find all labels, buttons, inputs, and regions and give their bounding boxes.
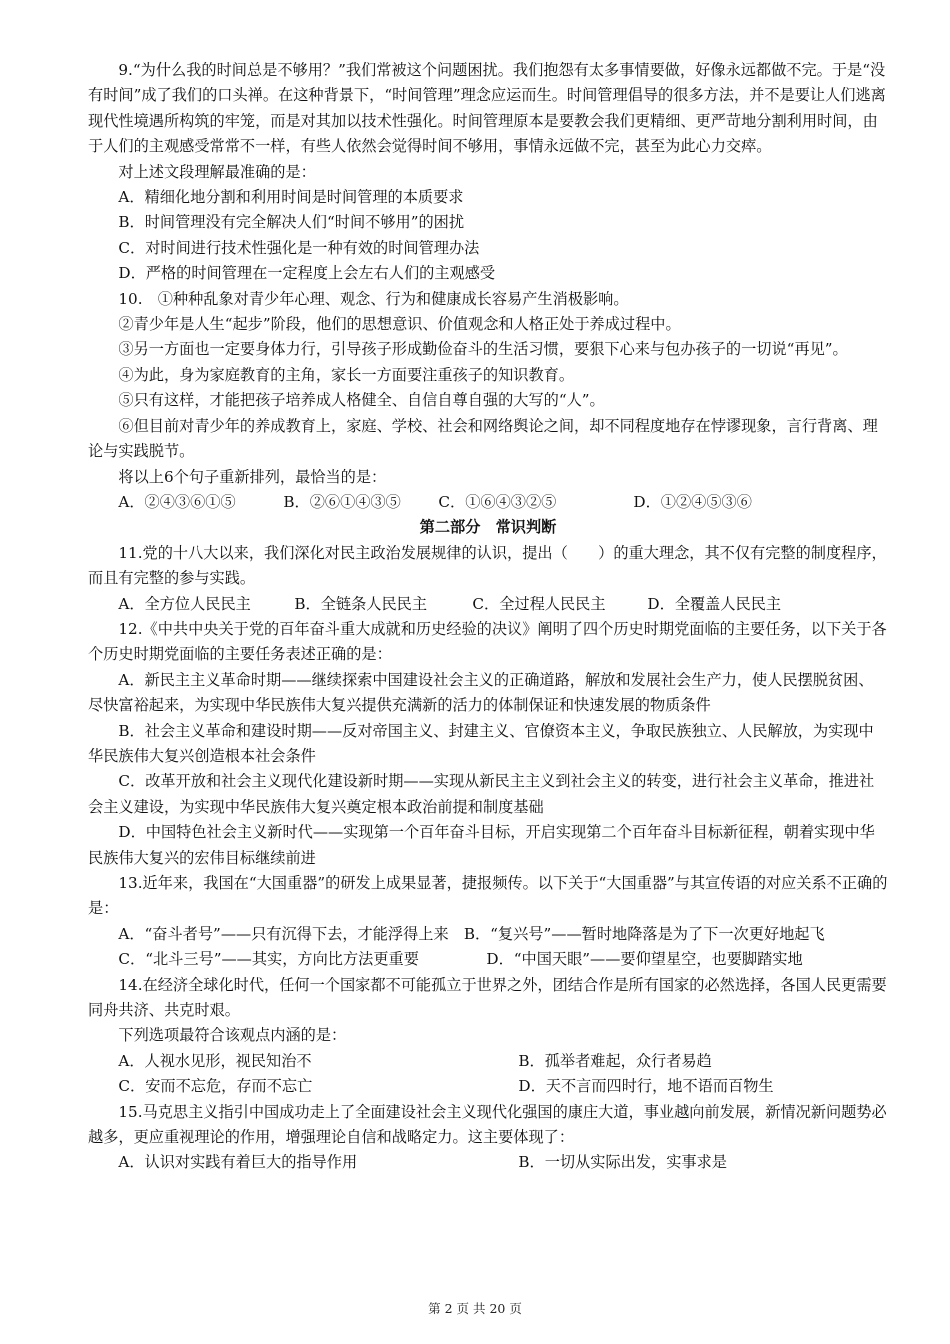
page-content (88, 58, 888, 1176)
q10-sentence-5: ⑤只有这样，才能把孩子培养成人格健全、自信自尊自强的大写的“人”。 (118, 391, 605, 410)
q13-options-ab: A．“奋斗者号”——只有沉得下去，才能浮得上来 B．“复兴号”——暂时地降落是为了下一次更好地起飞 (118, 924, 825, 943)
q11-option-b: B．全链条人民民主 (294, 594, 428, 613)
q11-stem: 11.党的十八大以来，我们深化对民主政治发展规律的认识，提出（ ）的重大理念，其不仅有完整的制度程序，而且有完整的参与实践。 (88, 543, 887, 588)
q10-sentence-6: ⑥但目前对青少年的养成教育上，家庭、学校、社会和网络舆论之间，却不同程度地存在悖谬现象，言行背离、理论与实践脱节。 (88, 416, 878, 461)
q14-option-a: A．人视水见形，视民知治不 (118, 1051, 312, 1070)
q9-option-a: A．精细化地分割和利用时间是时间管理的本质要求 (118, 188, 464, 207)
q15-option-b: B．一切从实际出发，实事求是 (518, 1153, 727, 1172)
q10-sentence-2: ②青少年是人生“起步”阶段，他们的思想意识、价值观念和人格正处于养成过程中。 (118, 315, 681, 334)
page-number-footer: 第 2 页 共 20 页 (428, 1301, 522, 1316)
q10-option-c: C．①⑥④③②⑤ (438, 492, 557, 511)
q9-passage: 9.“为什么我的时间总是不够用？”我们常被这个问题困扰。我们抱怨有太多事情要做，好像永远都做不完。于是“没有时间”成了我们的口头禅。在这种背景下，“时间管理”理念应运而生。时间管理倡导的很多方法，并不是要让人们逃离现代性境遇所构筑的牢笼，而是对其加以技术性强化。时间管理原本是要教会我们更精细、更严苛地分割利用时间，由于人们的主观感受常常不一样，有些人依然会觉得时间不够用，事情永远做不完，甚至为此心力交瘁。 (88, 61, 886, 156)
section-title: 第二部分 常识判断 (419, 518, 557, 537)
q10-sentence-1: 10. ①种种乱象对青少年心理、观念、行为和健康成长容易产生消极影响。 (118, 289, 629, 308)
q10-stem: 将以上6个句子重新排列，最恰当的是： (118, 467, 387, 486)
q9-option-c: C．对时间进行技术性强化是一种有效的时间管理办法 (118, 238, 480, 257)
q14-stem: 14.在经济全球化时代，任何一个国家都不可能孤立于世界之外，团结合作是所有国家的必然选择，各国人民更需要同舟共济、共克时艰。 (88, 975, 887, 1020)
q14-options-ab (88, 1049, 888, 1074)
q14-option-c: C．安而不忘危，存而不忘亡 (118, 1077, 313, 1096)
q14-options-cd (88, 1074, 888, 1099)
q12-option-c: C．改革开放和社会主义现代化建设新时期——实现从新民主主义到社会主义的转变，进行社会主义革命，推进社会主义建设，为实现中华民族伟大复兴奠定根本政治前提和制度基础 (88, 772, 875, 816)
q10-sentence-4: ④为此，身为家庭教育的主角，家长一方面要注重孩子的知识教育。 (118, 365, 575, 384)
q13-option-d: D．“中国天眼”——要仰望星空，也要脚踏实地 (486, 950, 803, 969)
q14-option-b: B．孤举者难起，众行者易趋 (518, 1051, 712, 1070)
q10-option-d: D．①②④⑤③⑥ (633, 492, 752, 511)
q12-option-b: B．社会主义革命和建设时期——反对帝国主义、封建主义、官僚资本主义，争取民族独立、人民解放，为实现中华民族伟大复兴创造根本社会条件 (88, 721, 874, 765)
q9-option-d: D．严格的时间管理在一定程度上会左右人们的主观感受 (118, 264, 496, 283)
q13-options-cd (88, 947, 888, 972)
q15-option-a: A．认识对实践有着巨大的指导作用 (118, 1153, 358, 1172)
q10-option-b: B．②⑥①④③⑤ (283, 492, 401, 511)
q15-options-ab (88, 1150, 888, 1175)
q12-stem: 12.《中共中央关于党的百年奋斗重大成就和历史经验的决议》阐明了四个历史时期党面临的主要任务，以下关于各个历史时期党面临的主要任务表述正确的是： (88, 619, 887, 664)
q9-option-b: B．时间管理没有完全解决人们“时间不够用”的困扰 (118, 213, 465, 232)
q15-stem: 15.马克思主义指引中国成功走上了全面建设社会主义现代化强国的康庄大道，事业越向前发展，新情况新问题势必越多，更应重视理论的作用，增强理论自信和战略定力。这主要体现了： (88, 1102, 887, 1147)
q10-sentence-3: ③另一方面也一定要身体力行，引导孩子形成勤俭奋斗的生活习惯，要狠下心来与包办孩子的一切说“再见”。 (118, 340, 848, 359)
q14-option-d: D．天不言而四时行，地不语而百物生 (518, 1077, 774, 1096)
q12-option-a: A．新民主主义革命时期——继续探索中国建设社会主义的正确道路，解放和发展社会生产力，使人民摆脱贫困、尽快富裕起来，为实现中华民族伟大复兴提供充满新的活力的体制保证和快速发展的物质条件 (88, 670, 874, 715)
q9-stem: 对上述文段理解最准确的是： (118, 162, 316, 181)
q10-option-a: A．②④③⑥①⑤ (118, 492, 236, 511)
q14-ask: 下列选项最符合该观点内涵的是： (118, 1026, 347, 1045)
q11-options (88, 592, 888, 617)
q11-option-d: D．全覆盖人民民主 (647, 594, 782, 613)
q10-options (88, 490, 888, 515)
q11-option-c: C．全过程人民民主 (472, 594, 606, 613)
q11-option-a: A．全方位人民民主 (118, 594, 251, 613)
q13-stem: 13.近年来，我国在“大国重器”的研发上成果显著，捷报频传。以下关于“大国重器”与其宣传语的对应关系不正确的是： (88, 874, 888, 918)
q13-option-c: C．“北斗三号”——其实，方向比方法更重要 (118, 950, 419, 969)
q12-option-d: D．中国特色社会主义新时代——实现第一个百年奋斗目标，开启实现第二个百年奋斗目标新征程，朝着实现中华民族伟大复兴的宏伟目标继续前进 (88, 823, 875, 867)
